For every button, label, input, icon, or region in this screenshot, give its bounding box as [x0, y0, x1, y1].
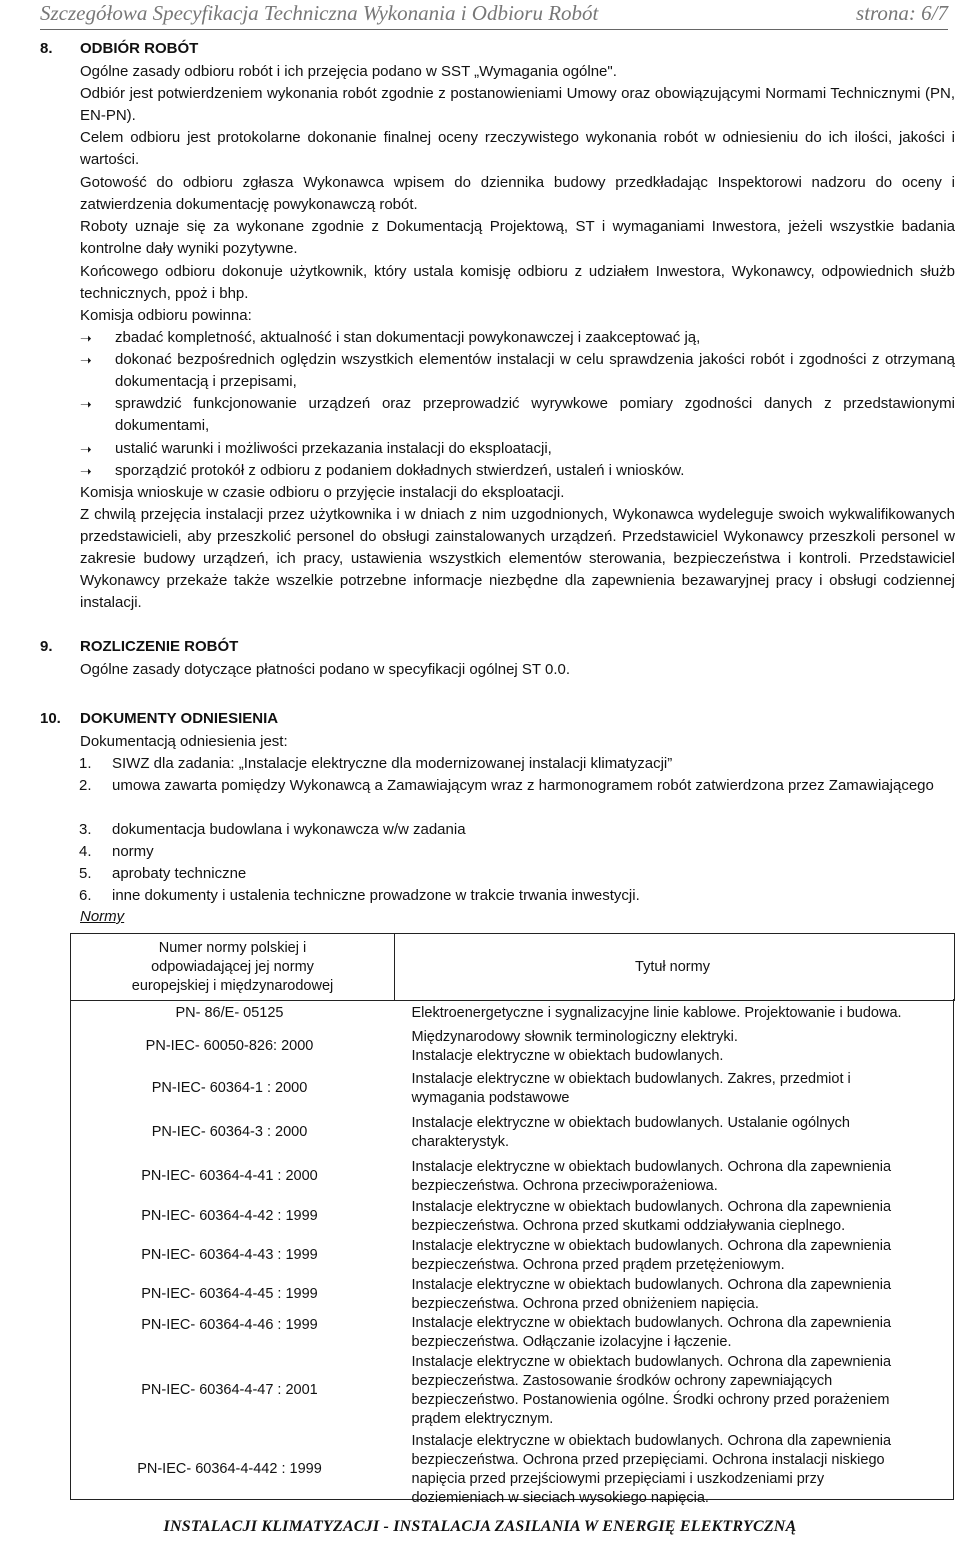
paragraph: Ogólne zasady odbioru robót i ich przejęcia podano w SST „Wymagania ogólne". — [80, 63, 617, 80]
norm-title: Elektroenergetyczne i sygnalizacyjne linie kablowe. Projektowanie i budowa. — [411, 1004, 902, 1021]
section-number: 9. — [40, 638, 53, 655]
table-row — [71, 1236, 955, 1276]
paragraph: Z chwilą przejęcia instalacji przez użytkownika i w dniach z nim uzgodnionych, Wykonawca wydeleguje swoich wykwalifikowanych przedstawicieli, aby przeszkolić personel do obsługi zainstalowanych urządzeń. Przedstawiciel Wykonawcy przeszkoli personel w zakresie budowy urządzeń, ich pracy, ustawienia wszystkich elementów sterowania, bezpieczeństwa i kontroli. Przedstawiciel Wykonawcy przekaże także wszelkie potrzebne informacje niezbędne dla zapewnienia bezawaryjnej pracy i obsługi codziennej instalacji. — [80, 506, 955, 611]
arrow-bullet-icon: ➝ — [80, 441, 92, 457]
arrow-bullet-icon: ➝ — [80, 330, 92, 346]
norm-number: PN-IEC- 60364-4-41 : 2000 — [141, 1168, 318, 1184]
list-item: 3. dokumentacja budowlana i wykonawcza w/w zadania — [79, 821, 466, 838]
norm-title: Międzynarodowy słownik terminologiczny elektryki. Instalacje elektryczne w obiektach budowlanych. — [411, 1028, 738, 1064]
norm-title: Instalacje elektryczne w obiektach budowlanych. Ochrona dla zapewnienia bezpieczeństwa. Zastosowanie środków ochrony zapewniających bezpieczeństwo. Postanowienia ogólne. Środki ochrony przed porażeniem prądem elektrycznym. — [411, 1353, 892, 1427]
norm-title: Instalacje elektryczne w obiektach budowlanych. Ochrona dla zapewnienia bezpieczeństwa. Ochrona przed przepięciami. Ochrona instalacji niskiego napięcia przed przejściowymi przepięciami i uszkodzeniami przy doziemieniach w sieciach wysokiego napięcia. — [411, 1432, 892, 1506]
list-item: 2. umowa zawarta pomiędzy Wykonawcą a Zamawiającym wraz z harmonogramem robót zatwierdzona przez Zamawiającego — [79, 777, 934, 794]
norm-number: PN-IEC- 60364-4-45 : 1999 — [141, 1286, 318, 1302]
list-item: ➝ sprawdzić funkcjonowanie urządzeń oraz przeprowadzić wyrywkowe pomiary zgodności danych z przedstawionymi dokumentami, — [80, 395, 955, 434]
norm-title: Instalacje elektryczne w obiektach budowlanych. Ochrona dla zapewnienia bezpieczeństwa. Ochrona przed obniżeniem napięcia. — [411, 1276, 892, 1312]
norm-title: Instalacje elektryczne w obiektach budowlanych. Ochrona dla zapewnienia bezpieczeństwa. Ochrona przed skutkami oddziaływania cieplnego. — [411, 1198, 892, 1234]
arrow-bullet-icon: ➝ — [80, 352, 92, 368]
section-number: 8. — [40, 40, 53, 57]
list-item: ➝ ustalić warunki i możliwości przekazania instalacji do eksploatacji, — [80, 438, 955, 460]
paragraph: Końcowego odbioru dokonuje użytkownik, który ustala komisję odbioru z udziałem Inwestora, Wykonawcy, odpowiednich służb technicznych, ppoż i bhp. — [80, 263, 955, 302]
norms-table — [70, 933, 955, 1510]
paragraph: Odbiór jest potwierdzeniem wykonania robót zgodnie z postanowieniami Umowy oraz obowiązującymi Normami Technicznymi (PN, EN-PN). — [80, 85, 955, 124]
table-header-row — [71, 934, 955, 1001]
norm-number: PN- 86/E- 05125 — [175, 1004, 284, 1021]
column-header-norm-title: Tytuł normy — [395, 934, 955, 1001]
arrow-bullet-icon: ➝ — [80, 463, 92, 479]
section-title: ODBIÓR ROBÓT — [80, 40, 199, 57]
page-header — [40, 1, 948, 30]
paragraph: Roboty uznaje się za wykonane zgodnie z Dokumentacją Projektową, ST i wymaganiami Inwestora, jeżeli wszystkie badania kontrolne dały wyniki pozytywne. — [80, 218, 955, 257]
norm-title: Instalacje elektryczne w obiektach budowlanych. Ustalanie ogólnych charakterystyk. — [411, 1114, 850, 1150]
paragraph: Komisja odbioru powinna: — [80, 307, 252, 324]
section-title: ROZLICZENIE ROBÓT — [80, 638, 239, 655]
norm-title: Instalacje elektryczne w obiektach budowlanych. Zakres, przedmiot i wymagania podstawowe — [411, 1070, 851, 1106]
table-row — [71, 1352, 955, 1430]
column-header-norm-number: Numer normy polskiej i odpowiadającej jej normy europejskiej i międzynarodowej — [71, 934, 395, 1001]
norm-number: PN-IEC- 60364-4-42 : 1999 — [141, 1208, 318, 1224]
norm-title: Instalacje elektryczne w obiektach budowlanych. Ochrona dla zapewnienia bezpieczeństwa. Odłączanie izolacyjne i łączenie. — [411, 1314, 892, 1350]
section-title: DOKUMENTY ODNIESIENIA — [80, 710, 279, 727]
norm-number: PN-IEC- 60364-3 : 2000 — [151, 1124, 308, 1140]
table-row — [71, 1001, 955, 1026]
paragraph: Ogólne zasady dotyczące płatności podano w specyfikacji ogólnej ST 0.0. — [80, 661, 571, 678]
paragraph: Dokumentacją odniesienia jest: — [80, 733, 288, 750]
norm-number: PN-IEC- 60364-4-46 : 1999 — [141, 1316, 318, 1333]
paragraph: Gotowość do odbioru zgłasza Wykonawca wpisem do dziennika budowy przedkładając Inspektorowi nadzoru do oceny i zatwierdzenia dokumentację powykonawczą robót. — [80, 174, 955, 213]
section-10-heading — [40, 710, 920, 730]
list-item: ➝ zbadać kompletność, aktualność i stan dokumentacji powykonawczej i zaakceptować ją, — [80, 327, 955, 349]
list-item: ➝ sporządzić protokół z odbioru z podaniem dokładnych stwierdzeń, ustaleń i wniosków. — [80, 460, 955, 482]
page-footer: INSTALACJI KLIMATYZACJI - INSTALACJA ZASILANIA W ENERGIĘ ELEKTRYCZNĄ — [163, 1518, 797, 1535]
table-row — [71, 1026, 955, 1068]
norm-title: Instalacje elektryczne w obiektach budowlanych. Ochrona dla zapewnienia bezpieczeństwa. Ochrona przeciwporażeniowa. — [411, 1158, 892, 1194]
table-row — [71, 1068, 955, 1110]
table-row — [71, 1110, 955, 1156]
section-9-heading — [40, 638, 920, 658]
section-8-heading — [40, 40, 920, 60]
norm-number: PN-IEC- 60364-4-47 : 2001 — [141, 1382, 318, 1398]
norm-title: Instalacje elektryczne w obiektach budowlanych. Ochrona dla zapewnienia bezpieczeństwa. Ochrona przed prądem przetężeniowym. — [411, 1237, 892, 1273]
header-page-number: strona: 6/7 — [856, 1, 948, 25]
table-row — [71, 1276, 955, 1314]
list-item: 5. aprobaty techniczne — [79, 865, 247, 882]
norm-number: PN-IEC- 60364-4-442 : 1999 — [137, 1461, 322, 1477]
section-number: 10. — [40, 710, 61, 727]
paragraph: Celem odbioru jest protokolarne dokonanie finalnej oceny rzeczywistego wykonania robót w odniesieniu do ich ilości, jakości i wartości. — [80, 129, 955, 168]
norm-number: PN-IEC- 60364-1 : 2000 — [151, 1080, 308, 1096]
list-item: 1. SIWZ dla zadania: „Instalacje elektryczne dla modernizowanej instalacji klimatyzacji” — [79, 755, 673, 772]
table-row — [71, 1198, 955, 1236]
arrow-bullet-icon: ➝ — [80, 396, 92, 412]
norm-number: PN-IEC- 60050-826: 2000 — [145, 1038, 314, 1054]
table-row — [71, 1430, 955, 1510]
list-item: ➝ dokonać bezpośrednich oględzin wszystkich elementów instalacji w celu sprawdzenia jakości robót i zgodności z otrzymaną dokumentacją i przepisami, — [80, 351, 955, 390]
list-item: 4. normy — [79, 843, 154, 860]
table-row — [71, 1314, 955, 1352]
paragraph: Komisja wnioskuje w czasie odbioru o przyjęcie instalacji do eksploatacji. — [80, 484, 565, 501]
table-row — [71, 1156, 955, 1198]
norm-number: PN-IEC- 60364-4-43 : 1999 — [141, 1247, 318, 1263]
header-title: Szczegółowa Specyfikacja Techniczna Wykonania i Odbioru Robót — [40, 1, 599, 25]
list-item: 6. inne dokumenty i ustalenia techniczne prowadzone w trakcie trwania inwestycji. — [79, 887, 640, 904]
normy-label: Normy — [80, 908, 125, 925]
